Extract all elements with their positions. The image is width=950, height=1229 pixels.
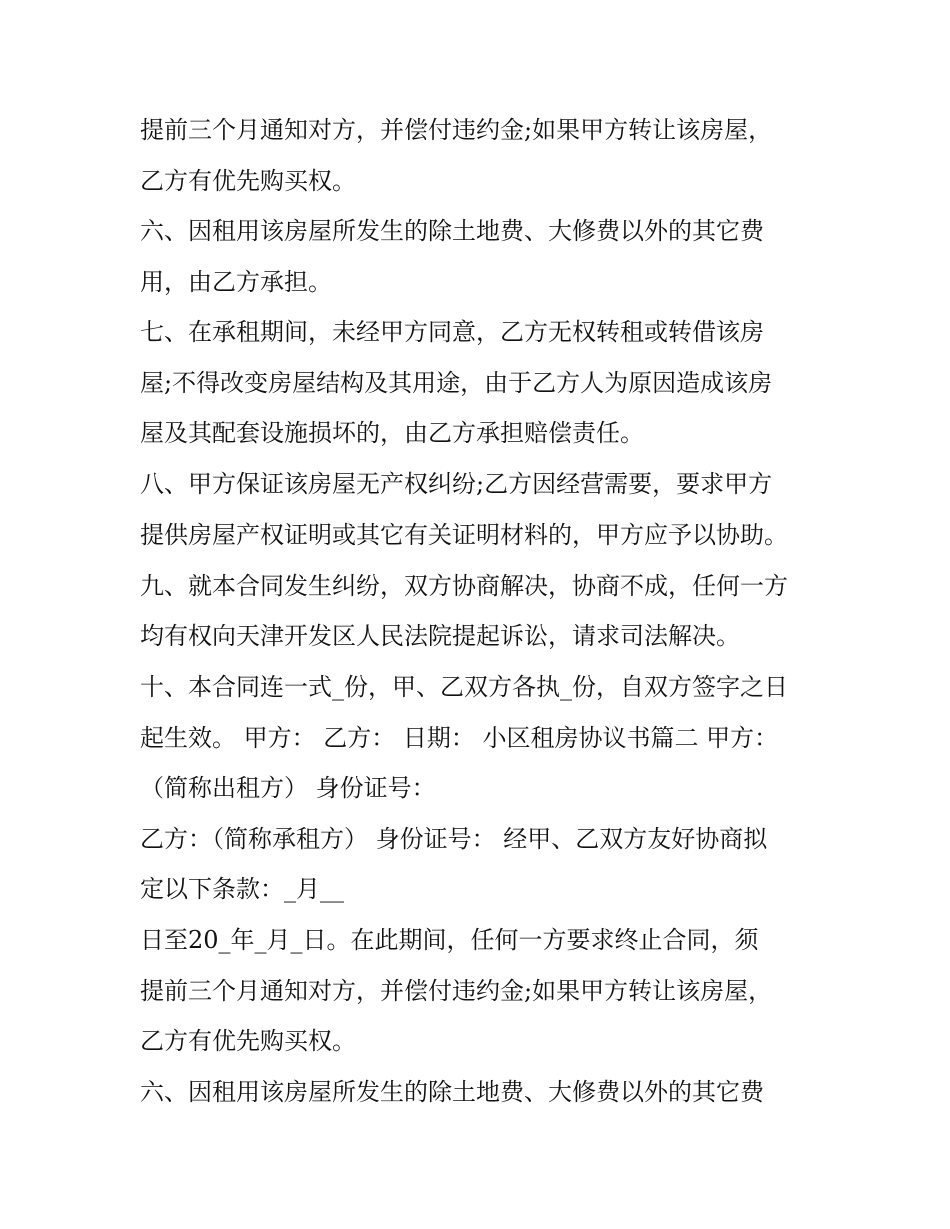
text-line: 提供房屋产权证明或其它有关证明材料的，甲方应予以协助。 xyxy=(140,521,788,549)
text-line: （简称出租方） 身份证号： xyxy=(140,774,436,802)
text-line: 日至20_年_月_日。在此期间，任何一方要求终止合同，须 xyxy=(140,926,759,954)
text-line: 九、就本合同发生纠纷，双方协商解决，协商不成，任何一方 xyxy=(140,572,788,600)
text-line: 六、因租用该房屋所发生的除土地费、大修费以外的其它费 xyxy=(140,217,764,245)
text-line: 乙方有优先购买权。 xyxy=(140,1027,356,1055)
text-line: 用，由乙方承担。 xyxy=(140,268,332,296)
text-line: 屋及其配套设施损坏的，由乙方承担赔偿责任。 xyxy=(140,419,644,447)
text-line: 起生效。 甲方： 乙方： 日期： 小区租房协议书篇二 甲方： xyxy=(140,724,779,752)
text-line: 乙方：（简称承租方） 身份证号： 经甲、乙双方友好协商拟 xyxy=(140,825,768,853)
text-line: 八、甲方保证该房屋无产权纠纷;乙方因经营需要，要求甲方 xyxy=(140,470,773,498)
text-line: 十、本合同连一式_份，甲、乙双方各执_份，自双方签字之日 xyxy=(140,673,788,701)
text-line: 提前三个月通知对方，并偿付违约金;如果甲方转让该房屋， xyxy=(140,116,773,144)
text-line: 均有权向天津开发区人民法院提起诉讼，请求司法解决。 xyxy=(140,622,740,650)
text-line: 屋;不得改变房屋结构及其用途，由于乙方人为原因造成该房 xyxy=(140,369,773,397)
text-line: 乙方有优先购买权。 xyxy=(140,167,356,195)
text-line: 定以下条款：_月__ xyxy=(140,875,344,903)
text-line: 七、在承租期间，未经甲方同意，乙方无权转租或转借该房 xyxy=(140,318,764,346)
text-line: 提前三个月通知对方，并偿付违约金;如果甲方转让该房屋， xyxy=(140,977,773,1005)
text-line: 六、因租用该房屋所发生的除土地费、大修费以外的其它费 xyxy=(140,1078,764,1106)
